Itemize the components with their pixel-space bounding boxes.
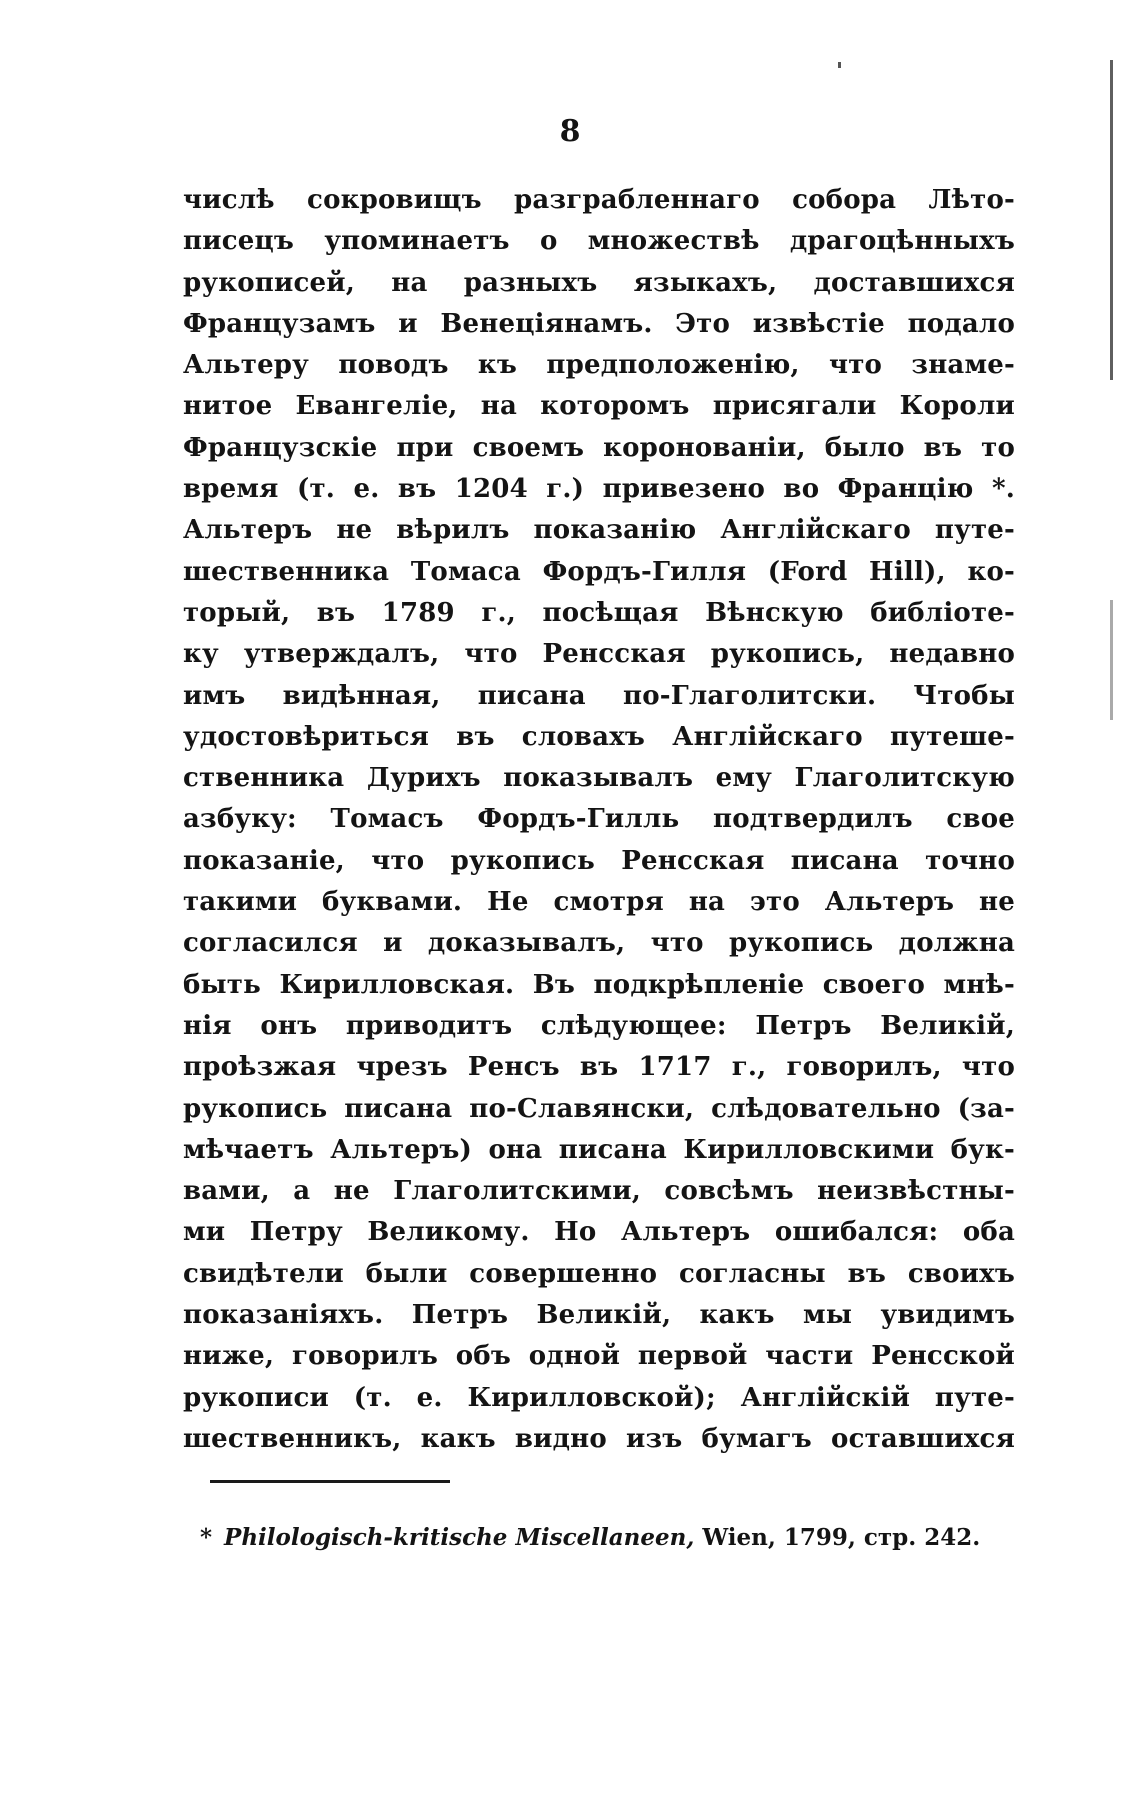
text-line: мѣчаетъ Альтеръ) она писана Кирилловскими бук- <box>183 1134 1015 1165</box>
text-line: быть Кирилловская. Въ подкрѣпленіе своего мнѣ- <box>183 969 1015 1000</box>
text-line: свидѣтели были совершенно согласны въ своихъ <box>183 1258 1015 1289</box>
text-line: шественника Томаса Фордъ-Гилля (Ford Hill), ко- <box>183 556 1015 587</box>
scan-edge-shadow <box>1110 600 1113 720</box>
text-line: ниже, говорилъ объ одной первой части Ренсской <box>183 1341 1015 1372</box>
scan-speck <box>838 62 841 68</box>
text-line: числѣ сокровищъ разграбленнаго собора Лѣто- <box>183 185 1015 215</box>
footnote-separator <box>210 1480 450 1483</box>
text-line: показаніе, что рукопись Ренсская писана точно <box>183 845 1015 876</box>
text-line: согласился и доказывалъ, что рукопись должна <box>183 928 1015 959</box>
text-line: Французамъ и Венеціянамъ. Это извѣстіе подало <box>183 308 1015 339</box>
text-line: проѣзжая чрезъ Ренсъ въ 1717 г., говорилъ, что <box>183 1052 1015 1083</box>
text-line: вами, а не Глаголитскими, совсѣмъ неизвѣстны- <box>183 1176 1015 1207</box>
footnote <box>200 1522 1000 1554</box>
text-line: азбуку: Томасъ Фордъ-Гилль подтвердилъ свое <box>183 804 1015 835</box>
text-line: торый, въ 1789 г., посѣщая Вѣнскую библіоте- <box>183 597 1015 628</box>
text-line: имъ видѣнная, писана по-Глаголитски. Чтобы <box>183 680 1015 711</box>
text-line: ми Петру Великому. Но Альтеръ ошибался: оба <box>183 1217 1015 1248</box>
text-line: шественникъ, какъ видно изъ бумагъ оставшихся <box>183 1423 1015 1454</box>
text-line: показаніяхъ. Петръ Великій, какъ мы увидимъ <box>183 1300 1015 1331</box>
scan-edge-shadow <box>1110 60 1113 380</box>
footnote-marker: * <box>200 1524 213 1551</box>
text-line: нитое Евангеліе, на которомъ присягали Короли <box>183 391 1015 422</box>
footnote-citation: Wien, 1799, стр. 242. <box>702 1524 981 1551</box>
body-text <box>183 180 1015 1460</box>
text-line: писецъ упоминаетъ о множествѣ драгоцѣнныхъ <box>183 226 1015 257</box>
text-line: время (т. е. въ 1204 г.) привезено во Францію *. <box>183 474 1015 505</box>
text-line: рукописи (т. е. Кирилловской); Англійскій путе- <box>183 1382 1015 1413</box>
text-line: удостовѣриться въ словахъ Англійскаго путеше- <box>183 721 1015 752</box>
text-line: Альтеръ не вѣрилъ показанію Англійскаго путе- <box>183 515 1015 546</box>
text-line: нія онъ приводитъ слѣдующее: Петръ Великій, <box>183 1010 1015 1041</box>
text-line: ственника Дурихъ показывалъ ему Глаголитскую <box>183 763 1015 794</box>
text-line: Французскіе при своемъ короновaніи, было въ то <box>183 432 1015 463</box>
text-line: рукопись писана по-Славянски, слѣдовательно (за- <box>183 1093 1015 1124</box>
text-line: Альтеру поводъ къ предположенію, что знаме- <box>183 350 1015 381</box>
text-line: рукописей, на разныхъ языкахъ, доставшихся <box>183 267 1015 298</box>
page-number: 8 <box>559 114 581 149</box>
footnote-title: Philologisch-kritische Miscellaneen, <box>224 1524 695 1551</box>
text-line: ку утверждалъ, что Ренсская рукопись, недавно <box>183 639 1015 670</box>
text-line: такими буквами. Не смотря на это Альтеръ не <box>183 887 1015 918</box>
